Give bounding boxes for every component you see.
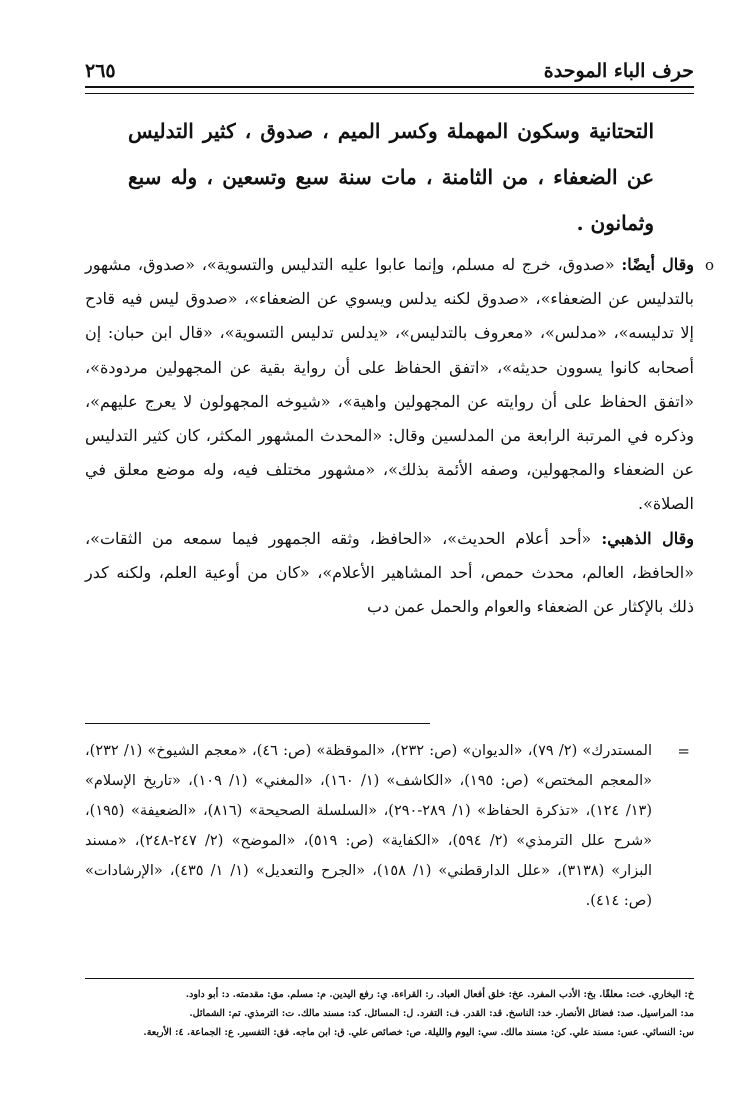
entry-label: وقال الذهبي: xyxy=(601,528,695,548)
footnote-text: المستدرك» (٢/ ٧٩)، «الديوان» (ص: ٢٣٢)، «الموقظة» (ص: ٤٦)، «معجم الشيوخ» (١/ ٢٣٢)، «المعجم المختص» (ص: ١٩٥)، «الكاشف» (١/ ١٦٠)، «المغني» (١/ ١٠٩)، «تاريخ الإسلام» (١٣/ ١٢٤)، «تذكرة الحفاظ» (١/ ٢٨٩-٢٩٠)، «السلسلة الصحيحة» (٨١٦)، «الضعيفة» (١٩٥)، «شرح علل الترمذي» (٢/ ٥٩٤)، «الكفاية» (ص: ٥١٩)، «الموضح» (٢/ ٢٤٧-٢٤٨)، «مسند البزار» (٣١٣٨)، «علل الدارقطني» (١/ ١٥٨)، «الجرح والتعديل» (١/ ١/ ٤٣٥)، «الإرشادات» (ص: ٤١٤). xyxy=(85,743,653,909)
entry-text: «أحد أعلام الحديث»، «الحافظ، وثقه الجمهور فيما سمعه من الثقات»، «الحافظ، العالم، محدث حمص، أحد المشاهير الأعلام»، «كان من أوعية العلم، ولكنه كدر ذلك بالإكثار عن الضعفاء والعوام والحمل عمن دب xyxy=(85,528,694,617)
entry-label: وقال أيضًا: xyxy=(621,255,694,274)
entry-paragraph xyxy=(85,522,694,625)
abbreviation-line: س: النسائي. عس: مسند علي. كن: مسند مالك. سي: اليوم والليلة. ص: خصائص علي. ق: ابن ماجه. فق: التفسير. ع: الجماعة. ٤: الأربعة. xyxy=(143,1027,694,1038)
abbreviation-line: خ: البخاري. خت: معلقًا. بخ: الأدب المفرد. عخ: خلق أفعال العباد. ر: القراءة. ي: رفع اليدين. م: مسلم. مق: مقدمته. د: أبو داود. xyxy=(185,989,694,1000)
abbreviation-line: مد: المراسيل. صد: فضائل الأنصار. خد: الناسخ. قد: القدر. ف: التفرد. ل: المسائل. كد: مسند مالك. ت: الترمذي. تم: الشمائل. xyxy=(189,1008,694,1019)
entry-paragraph xyxy=(85,248,714,522)
bullet-circle-icon: o xyxy=(704,256,714,274)
footnote-separator xyxy=(85,723,430,724)
page-header xyxy=(85,52,694,82)
lead-paragraph: التحتانية وسكون المهملة وكسر الميم ، صدوق ، كثير التدليس عن الضعفاء ، من الثامنة ، مات سنة سبع وتسعين ، وله سبع وثمانون . xyxy=(128,119,654,235)
footnote-continuation-mark: = xyxy=(677,742,690,760)
main-text xyxy=(85,248,714,624)
entry-text: «صدوق، خرج له مسلم، وإنما عابوا عليه التدليس والتسوية»، «صدوق، مشهور بالتدليس عن الضعفاء»، «صدوق لكنه يدلس ويسوي عن الضعفاء»، «صدوق ليس فيه قادح إلا تدليسه»، «مدلس»، «معروف بالتدليس»، «يدلس تدليس التسوية»، «قال ابن حبان: إن أصحابه كانوا يسوون حديثه»، «اتفق الحفاظ على أن رواية بقية عن المجهولين مردودة»، «اتفق الحفاظ على أن روايته عن المجهولين واهية»، «شيوخه المجهولون لا يعرج عليهم»، وذكره في المرتبة الرابعة من المدلسين وقال: «المحدث المشهور المكثر، كان كثير التدليس عن الضعفاء والمجهولين، وصفه الأئمة بذلك»، «مشهور مختلف فيه، وله موضع معلق في الصلاة». xyxy=(85,255,694,514)
abbreviations-key xyxy=(85,985,694,1042)
abbreviations-rule xyxy=(85,978,694,979)
header-rule xyxy=(85,86,694,94)
running-title: حرف الباء الموحدة xyxy=(543,60,694,82)
page-number: ٢٦٥ xyxy=(85,60,116,82)
